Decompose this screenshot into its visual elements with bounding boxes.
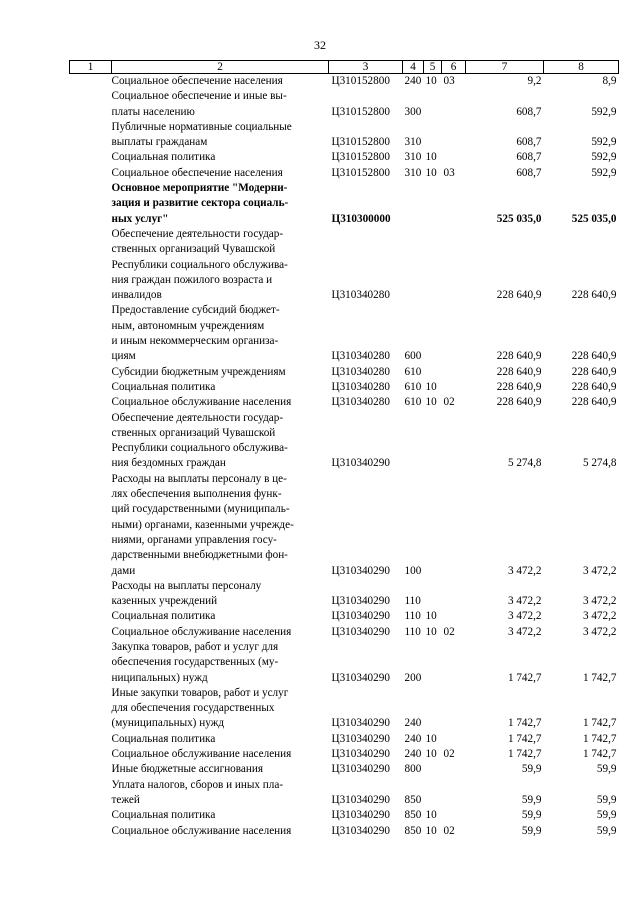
amount-year-1: 59,9 xyxy=(521,824,542,837)
amount-year-2: 228 640,9 xyxy=(571,396,617,409)
item-name-line: Расходы на выплаты персоналу xyxy=(111,579,262,592)
row-number-cell xyxy=(70,411,112,472)
table-body xyxy=(70,74,619,839)
section-code xyxy=(424,762,442,777)
amount-year-2: 8,9 xyxy=(602,75,617,87)
item-name-line: ных услуг" xyxy=(111,212,169,225)
expense-type-code: 110 xyxy=(404,595,421,608)
target-article-code: Ц310340290 xyxy=(331,793,390,806)
amount-year-2: 59,9 xyxy=(596,824,617,837)
table-row xyxy=(70,166,619,181)
amount-year-1: 9,2 xyxy=(527,75,542,87)
expense-type-code: 310 xyxy=(404,166,422,179)
expense-type-code: 850 xyxy=(404,809,422,822)
table-row xyxy=(70,395,619,410)
expense-type-code: 310 xyxy=(404,136,422,149)
item-name-cell xyxy=(112,227,329,303)
section-code: 10 xyxy=(425,610,437,623)
expense-type-code: 100 xyxy=(404,564,422,577)
target-article-code: Ц310152800 xyxy=(331,151,390,164)
amount-year-1: 608,7 xyxy=(516,151,542,164)
expense-type-code: 240 xyxy=(404,732,422,745)
target-article-code: Ц310340280 xyxy=(331,380,390,393)
item-name-line: Социальное обеспечение населения xyxy=(111,166,283,179)
target-article-code: Ц310340290 xyxy=(331,763,390,776)
section-code: 10 xyxy=(425,396,437,409)
subsection-code: 02 xyxy=(443,748,455,761)
target-article-code: Ц310340290 xyxy=(331,809,390,822)
amount-year-2: 3 472,2 xyxy=(582,625,617,638)
expense-type-code: 110 xyxy=(404,610,421,623)
target-article-code: Ц310340290 xyxy=(331,671,390,684)
item-name-line: ственных организаций Чувашской xyxy=(111,426,276,439)
section-code xyxy=(424,89,442,120)
item-name-line: ным, автономным учреждениям xyxy=(111,319,265,332)
section-code: 10 xyxy=(425,625,437,638)
target-article-code: Ц310340290 xyxy=(331,564,390,577)
subsection-code: 03 xyxy=(443,166,455,179)
item-name-line: ниями, органами управления госу- xyxy=(111,533,277,546)
target-article-code: Ц310340280 xyxy=(331,365,390,378)
expense-type-code xyxy=(403,411,424,472)
amount-year-2: 3 472,2 xyxy=(582,610,617,623)
amount-year-1: 59,9 xyxy=(521,763,542,776)
target-article-code: Ц310152800 xyxy=(331,105,390,118)
table-row xyxy=(70,686,619,732)
amount-year-1: 1 742,7 xyxy=(507,748,542,761)
item-name-cell xyxy=(112,74,329,90)
amount-year-2: 228 640,9 xyxy=(571,365,617,378)
amount-year-1: 228 640,9 xyxy=(496,396,542,409)
row-number-cell xyxy=(70,808,112,823)
table-row xyxy=(70,74,619,90)
section-code xyxy=(424,365,442,380)
subsection-code xyxy=(442,808,466,823)
section-code: 10 xyxy=(425,732,437,745)
item-name-cell xyxy=(112,89,329,120)
row-number-cell xyxy=(70,732,112,747)
amount-year-2: 59,9 xyxy=(596,809,617,822)
item-name-line: ными) органами, казенными учрежде- xyxy=(111,518,294,531)
item-name-cell xyxy=(112,609,329,624)
row-number-cell xyxy=(70,824,112,839)
amount-year-1: 1 742,7 xyxy=(507,717,542,730)
item-name-line: Социальное обслуживание населения xyxy=(111,748,292,761)
target-article-code: Ц310340290 xyxy=(331,625,390,638)
section-code xyxy=(424,472,442,579)
header-col-6: 6 xyxy=(442,61,466,74)
amount-year-1: 59,9 xyxy=(521,793,542,806)
subsection-code xyxy=(442,472,466,579)
item-name-line: ций государственными (муниципаль- xyxy=(111,503,290,516)
expense-type-code: 240 xyxy=(404,717,422,730)
target-article-code: Ц310340280 xyxy=(331,350,390,363)
header-col-7: 7 xyxy=(466,61,544,74)
item-name-cell xyxy=(112,181,329,227)
amount-year-2: 59,9 xyxy=(596,793,617,806)
table-row xyxy=(70,411,619,472)
item-name-line: Уплата налогов, сборов и иных пла- xyxy=(111,778,284,791)
amount-year-2: 1 742,7 xyxy=(582,671,617,684)
item-name-cell xyxy=(112,472,329,579)
amount-year-2: 592,9 xyxy=(591,151,617,164)
item-name-line: циям xyxy=(111,350,136,363)
item-name-cell xyxy=(112,150,329,165)
row-number-cell xyxy=(70,395,112,410)
expense-type-code: 610 xyxy=(404,380,422,393)
table-row xyxy=(70,732,619,747)
item-name-cell xyxy=(112,166,329,181)
section-code: 10 xyxy=(425,380,437,393)
row-number-cell xyxy=(70,181,112,227)
target-article-code: Ц310340290 xyxy=(331,824,390,837)
item-name-line: Республики социального обслужива- xyxy=(111,442,288,455)
target-article-code: Ц310340290 xyxy=(331,732,390,745)
subsection-code xyxy=(442,380,466,395)
amount-year-2: 228 640,9 xyxy=(571,350,617,363)
section-code xyxy=(424,579,442,610)
row-number-cell xyxy=(70,640,112,686)
subsection-code xyxy=(442,150,466,165)
amount-year-1: 5 274,8 xyxy=(507,457,542,470)
section-code: 10 xyxy=(425,166,437,179)
target-article-code: Ц310340290 xyxy=(331,610,390,623)
item-name-line: платы населению xyxy=(111,105,195,118)
subsection-code xyxy=(442,120,466,151)
expense-type-code xyxy=(403,227,424,303)
item-name-cell xyxy=(112,395,329,410)
item-name-cell xyxy=(112,411,329,472)
amount-year-2: 1 742,7 xyxy=(582,717,617,730)
table-header xyxy=(70,61,619,74)
table-row xyxy=(70,380,619,395)
item-name-line: дами xyxy=(111,564,136,577)
amount-year-1: 525 035,0 xyxy=(496,212,542,225)
section-code: 10 xyxy=(425,748,437,761)
row-number-cell xyxy=(70,609,112,624)
subsection-code xyxy=(442,89,466,120)
expense-type-code: 850 xyxy=(404,793,422,806)
item-name-line: обеспечения государственных (му- xyxy=(111,656,279,669)
header-col-2: 2 xyxy=(112,61,329,74)
amount-year-1: 228 640,9 xyxy=(496,365,542,378)
target-article-code: Ц310152800 xyxy=(331,136,390,149)
subsection-code: 02 xyxy=(443,396,455,409)
item-name-line: Субсидии бюджетным учреждениям xyxy=(111,365,286,378)
row-number-cell xyxy=(70,150,112,165)
subsection-code xyxy=(442,181,466,227)
item-name-cell xyxy=(112,778,329,809)
subsection-code: 02 xyxy=(443,824,455,837)
subsection-code xyxy=(442,303,466,364)
item-name-line: Социальная политика xyxy=(111,732,216,745)
item-name-cell xyxy=(112,747,329,762)
item-name-line: Основное мероприятие "Модерни- xyxy=(111,182,288,195)
subsection-code xyxy=(442,411,466,472)
subsection-code xyxy=(442,365,466,380)
amount-year-1: 1 742,7 xyxy=(507,671,542,684)
item-name-line: лях обеспечения выполнения функ- xyxy=(111,488,282,501)
item-name-line: Обеспечение деятельности государ- xyxy=(111,227,284,240)
item-name-line: ственных организаций Чувашской xyxy=(111,243,276,256)
subsection-code xyxy=(442,609,466,624)
item-name-cell xyxy=(112,579,329,610)
table-row xyxy=(70,472,619,579)
amount-year-2: 592,9 xyxy=(591,136,617,149)
item-name-line: и иным некоммерческим организа- xyxy=(111,335,279,348)
amount-year-2: 3 472,2 xyxy=(582,595,617,608)
item-name-line: Расходы на выплаты персоналу в це- xyxy=(111,472,287,485)
subsection-code xyxy=(442,778,466,809)
row-number-cell xyxy=(70,365,112,380)
item-name-cell xyxy=(112,640,329,686)
item-name-line: зация и развитие сектора социаль- xyxy=(111,197,289,210)
section-code xyxy=(424,778,442,809)
expense-type-code: 200 xyxy=(404,671,422,684)
table-row xyxy=(70,625,619,640)
amount-year-1: 608,7 xyxy=(516,105,542,118)
section-code: 10 xyxy=(425,824,437,837)
section-code xyxy=(424,120,442,151)
section-code xyxy=(424,303,442,364)
amount-year-2: 1 742,7 xyxy=(582,748,617,761)
row-number-cell xyxy=(70,166,112,181)
expense-type-code: 600 xyxy=(404,350,422,363)
amount-year-2: 59,9 xyxy=(596,763,617,776)
expense-type-code: 610 xyxy=(404,365,422,378)
item-name-line: Социальная политика xyxy=(111,610,216,623)
item-name-line: Иные бюджетные ассигнования xyxy=(111,763,263,776)
row-number-cell xyxy=(70,227,112,303)
item-name-cell xyxy=(112,303,329,364)
table-row xyxy=(70,365,619,380)
item-name-line: Социальное обеспечение и иные вы- xyxy=(111,90,287,103)
table-row xyxy=(70,762,619,777)
header-col-4: 4 xyxy=(403,61,424,74)
amount-year-1: 228 640,9 xyxy=(496,350,542,363)
section-code xyxy=(424,227,442,303)
section-code: 10 xyxy=(425,75,437,87)
item-name-line: Социальная политика xyxy=(111,380,216,393)
section-code xyxy=(424,411,442,472)
amount-year-1: 608,7 xyxy=(516,136,542,149)
table-row xyxy=(70,227,619,303)
amount-year-1: 228 640,9 xyxy=(496,289,542,302)
item-name-cell xyxy=(112,808,329,823)
amount-year-2: 592,9 xyxy=(591,105,617,118)
amount-year-2: 228 640,9 xyxy=(571,380,617,393)
item-name-cell xyxy=(112,120,329,151)
page-number: 32 xyxy=(314,38,326,52)
item-name-line: Социальное обеспечение населения xyxy=(111,75,283,87)
expense-type-code: 800 xyxy=(404,763,422,776)
subsection-code xyxy=(442,762,466,777)
item-name-line: инвалидов xyxy=(111,289,162,302)
amount-year-2: 228 640,9 xyxy=(571,289,617,302)
item-name-line: Социальная политика xyxy=(111,809,216,822)
target-article-code: Ц310340290 xyxy=(331,717,390,730)
section-code: 10 xyxy=(425,151,437,164)
table-row xyxy=(70,808,619,823)
item-name-line: Социальное обслуживание населения xyxy=(111,396,292,409)
table-row xyxy=(70,120,619,151)
table-row xyxy=(70,640,619,686)
amount-year-1: 3 472,2 xyxy=(507,610,542,623)
table-row xyxy=(70,579,619,610)
row-number-cell xyxy=(70,472,112,579)
item-name-line: ния бездомных граждан xyxy=(111,457,226,470)
row-number-cell xyxy=(70,303,112,364)
item-name-line: ния граждан пожилого возраста и xyxy=(111,273,273,286)
section-code xyxy=(424,640,442,686)
row-number-cell xyxy=(70,747,112,762)
item-name-cell xyxy=(112,380,329,395)
item-name-line: Закупка товаров, работ и услуг для xyxy=(111,640,279,653)
table-row xyxy=(70,778,619,809)
target-article-code: Ц310152800 xyxy=(331,75,390,87)
table-row xyxy=(70,747,619,762)
amount-year-2: 5 274,8 xyxy=(582,457,617,470)
expense-type-code: 850 xyxy=(404,824,422,837)
expense-type-code: 110 xyxy=(404,625,421,638)
target-article-code: Ц310340290 xyxy=(331,748,390,761)
target-article-code: Ц310152800 xyxy=(331,166,390,179)
target-article-code: Ц310340280 xyxy=(331,289,390,302)
item-name-line: Обеспечение деятельности государ- xyxy=(111,411,284,424)
amount-year-2: 525 035,0 xyxy=(571,212,617,225)
header-col-3: 3 xyxy=(329,61,403,74)
amount-year-2: 592,9 xyxy=(591,166,617,179)
header-col-1: 1 xyxy=(70,61,112,74)
item-name-cell xyxy=(112,686,329,732)
subsection-code: 03 xyxy=(443,75,455,87)
row-number-cell xyxy=(70,579,112,610)
item-name-cell xyxy=(112,365,329,380)
item-name-line: Публичные нормативные социальные xyxy=(111,120,292,133)
table-row xyxy=(70,181,619,227)
item-name-line: дарственными внебюджетными фон- xyxy=(111,549,288,562)
subsection-code xyxy=(442,686,466,732)
amount-year-1: 3 472,2 xyxy=(507,564,542,577)
header-col-5: 5 xyxy=(424,61,442,74)
expense-type-code: 240 xyxy=(404,75,422,87)
table-row xyxy=(70,824,619,839)
section-code: 10 xyxy=(425,809,437,822)
item-name-line: Социальное обслуживание населения xyxy=(111,824,292,837)
row-number-cell xyxy=(70,686,112,732)
row-number-cell xyxy=(70,74,112,90)
row-number-cell xyxy=(70,120,112,151)
amount-year-1: 59,9 xyxy=(521,809,542,822)
item-name-line: Республики социального обслужива- xyxy=(111,258,288,271)
row-number-cell xyxy=(70,762,112,777)
section-code xyxy=(424,181,442,227)
item-name-line: тежей xyxy=(111,793,140,806)
section-code xyxy=(424,686,442,732)
target-article-code: Ц310340280 xyxy=(331,396,390,409)
row-number-cell xyxy=(70,89,112,120)
table-row xyxy=(70,609,619,624)
header-col-8: 8 xyxy=(544,61,619,74)
amount-year-1: 228 640,9 xyxy=(496,380,542,393)
item-name-cell xyxy=(112,625,329,640)
item-name-line: ниципальных) нужд xyxy=(111,671,208,684)
amount-year-1: 3 472,2 xyxy=(507,595,542,608)
amount-year-1: 3 472,2 xyxy=(507,625,542,638)
item-name-line: для обеспечения государственных xyxy=(111,702,275,715)
subsection-code xyxy=(442,732,466,747)
header-row xyxy=(70,61,619,74)
amount-year-1: 608,7 xyxy=(516,166,542,179)
table-row xyxy=(70,89,619,120)
item-name-cell xyxy=(112,762,329,777)
row-number-cell xyxy=(70,380,112,395)
table-row xyxy=(70,303,619,364)
row-number-cell xyxy=(70,625,112,640)
expense-type-code: 610 xyxy=(404,396,422,409)
item-name-line: (муниципальных) нужд xyxy=(111,717,225,730)
amount-year-2: 3 472,2 xyxy=(582,564,617,577)
subsection-code xyxy=(442,227,466,303)
target-article-code: Ц310340290 xyxy=(331,595,390,608)
expense-type-code: 240 xyxy=(404,748,422,761)
table-row xyxy=(70,150,619,165)
amount-year-2: 1 742,7 xyxy=(582,732,617,745)
target-article-code: Ц310300000 xyxy=(331,212,391,225)
expense-type-code: 300 xyxy=(404,105,422,118)
expense-type-code xyxy=(403,181,424,227)
item-name-cell xyxy=(112,732,329,747)
item-name-line: казенных учреждений xyxy=(111,595,218,608)
budget-table xyxy=(69,60,619,839)
subsection-code xyxy=(442,579,466,610)
item-name-line: выплаты гражданам xyxy=(111,136,208,149)
subsection-code: 02 xyxy=(443,625,455,638)
expense-type-code: 310 xyxy=(404,151,422,164)
subsection-code xyxy=(442,640,466,686)
amount-year-1: 1 742,7 xyxy=(507,732,542,745)
item-name-line: Иные закупки товаров, работ и услуг xyxy=(111,686,289,699)
item-name-line: Социальная политика xyxy=(111,151,216,164)
item-name-cell xyxy=(112,824,329,839)
item-name-line: Социальное обслуживание населения xyxy=(111,625,292,638)
target-article-code: Ц310340290 xyxy=(331,457,390,470)
item-name-line: Предоставление субсидий бюджет- xyxy=(111,304,280,317)
row-number-cell xyxy=(70,778,112,809)
